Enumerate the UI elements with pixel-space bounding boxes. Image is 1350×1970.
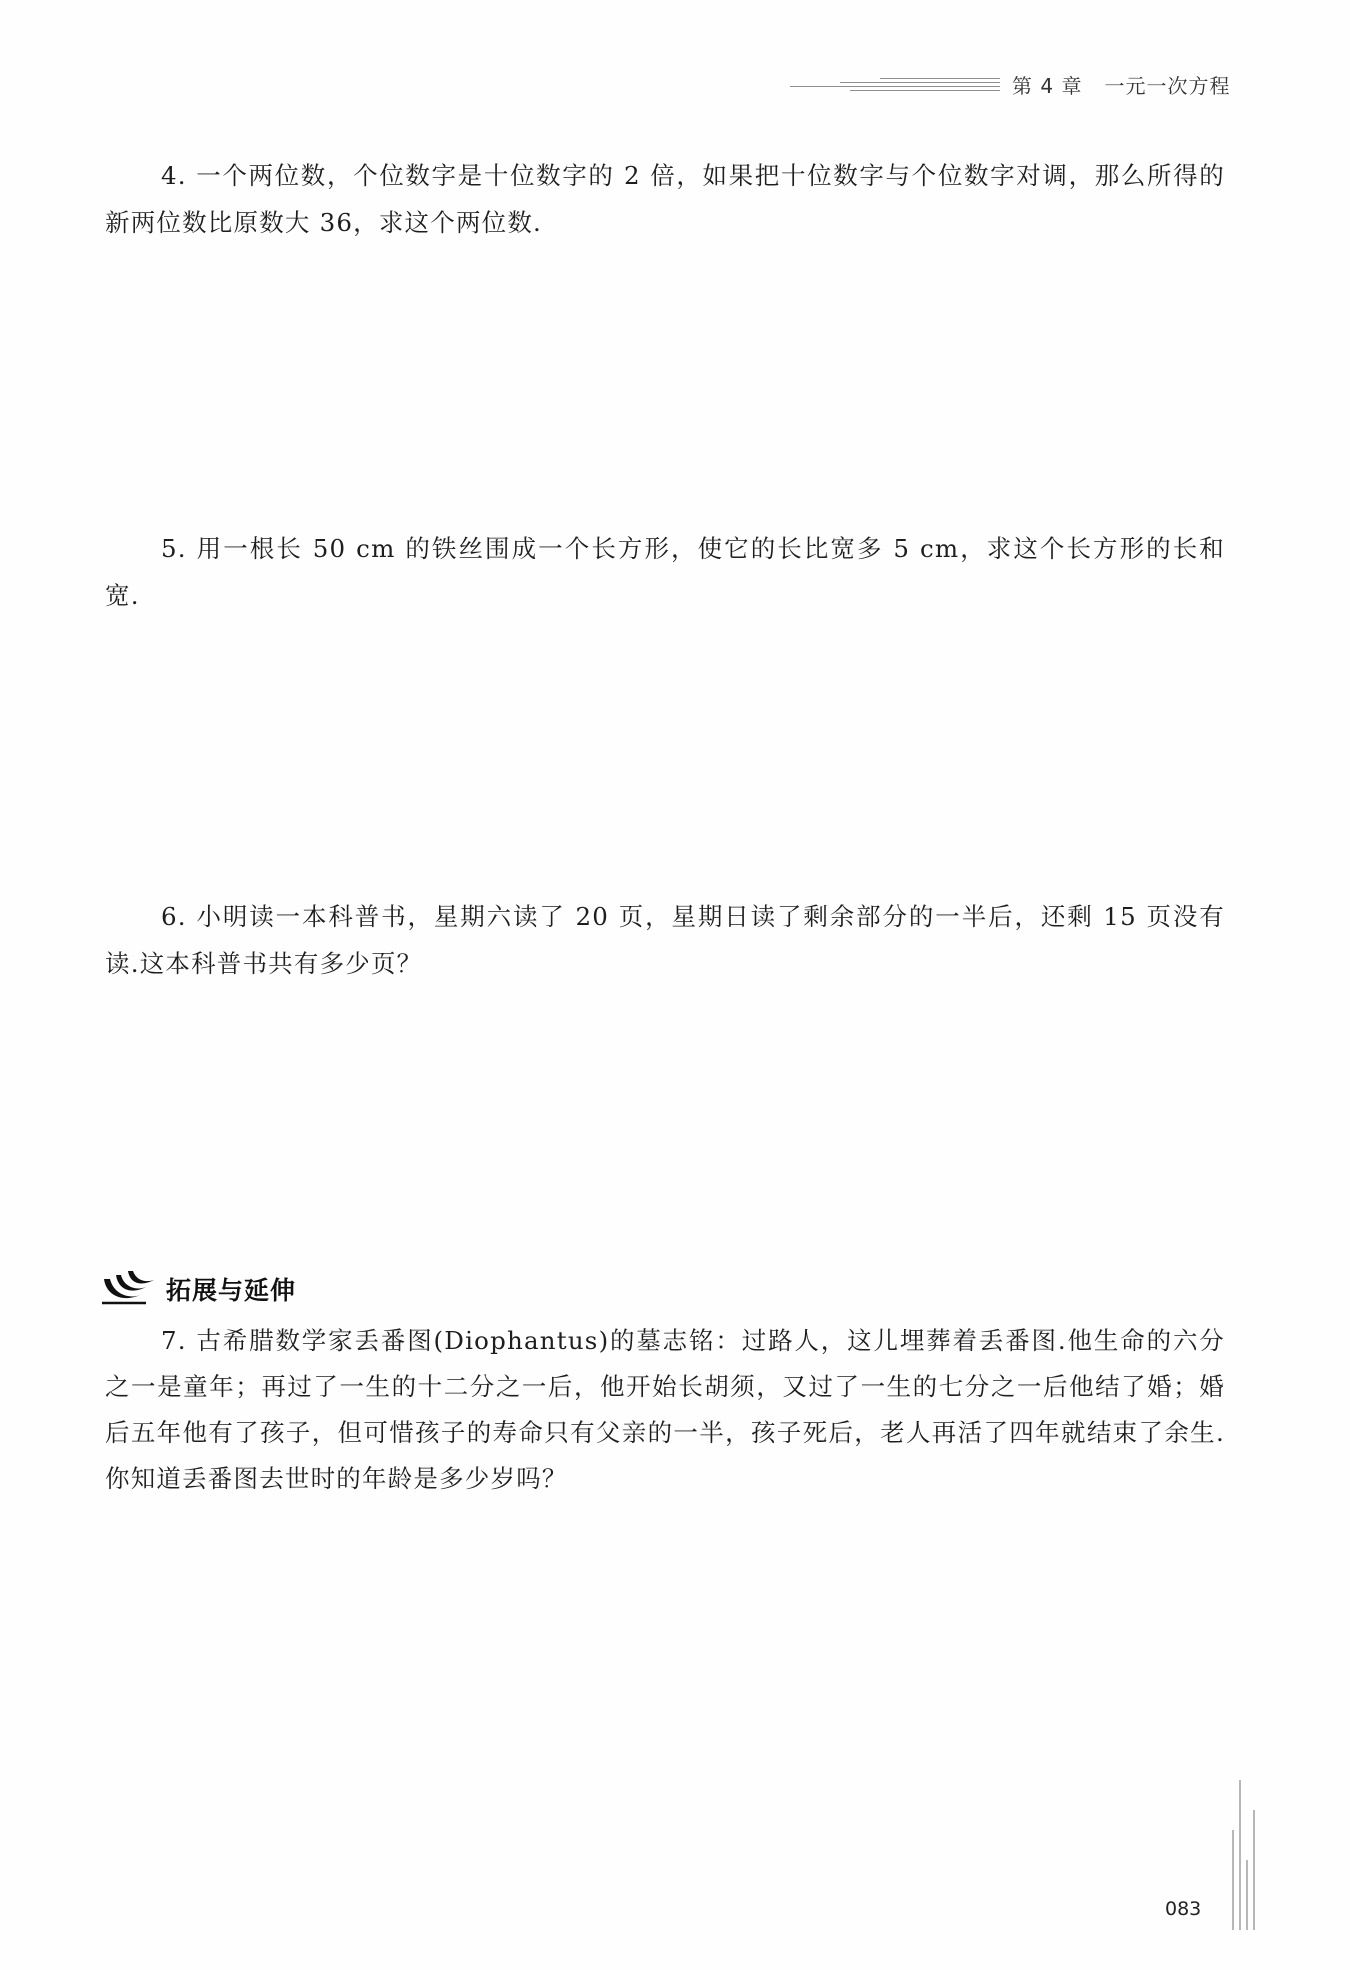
problem-4: 4. 一个两位数，个位数字是十位数字的 2 倍，如果把十位数字与个位数字对调，那么所得的新两位数比原数大 36，求这个两位数. xyxy=(105,161,1225,237)
problem-7: 7. 古希腊数学家丢番图(Diophantus)的墓志铭：过路人，这儿埋葬着丢番图.他生命的六分之一是童年；再过了一生的十二分之一后，他开始长胡须，又过了一生的七分之一后他结了婚；婚后五年他有了孩子，但可惜孩子的寿命只有父亲的一半，孩子死后，老人再活了四年就结束了余生.你知道丢番图去世时的年龄是多少岁吗？ xyxy=(105,1326,1225,1493)
section-header xyxy=(100,1265,360,1309)
chapter-heading xyxy=(1012,70,1230,99)
header-decorative-lines xyxy=(790,78,1000,94)
page-number: 083 xyxy=(1165,1898,1202,1920)
section-title: 拓展与延伸 xyxy=(166,1276,297,1305)
chapter-number: 第 4 章 xyxy=(1012,74,1083,98)
chapter-title: 一元一次方程 xyxy=(1104,74,1231,98)
swoosh-icon xyxy=(100,1265,158,1309)
problem-5: 5. 用一根长 50 cm 的铁丝围成一个长方形，使它的长比宽多 5 cm，求这个长方形的长和宽. xyxy=(105,534,1225,610)
page-edge-decoration xyxy=(1232,1770,1262,1930)
problem-6: 6. 小明读一本科普书，星期六读了 20 页，星期日读了剩余部分的一半后，还剩 15 页没有读.这本科普书共有多少页？ xyxy=(105,902,1225,978)
running-header xyxy=(790,70,1230,100)
